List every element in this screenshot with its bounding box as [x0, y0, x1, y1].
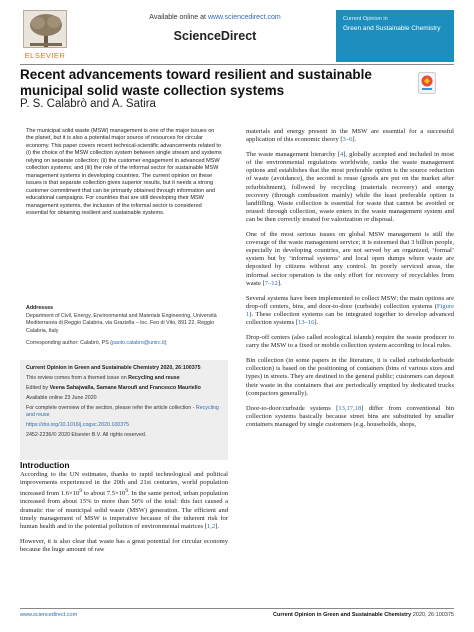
article-authors: P. S. Calabrò and A. Satira: [20, 98, 156, 110]
elsevier-wordmark: ELSEVIER: [24, 51, 66, 60]
info-overview-prefix: For complete overview of the section, please refer the article collection -: [26, 405, 196, 411]
intro-paragraph-2: However, it is also clear that waste has a great potential for circular economy because the huge amount of raw: [20, 537, 228, 553]
right-p3-b: ].: [277, 279, 282, 287]
sciencedirect-link[interactable]: www.sciencedirect.com: [207, 14, 281, 21]
available-prefix: Available online at: [149, 14, 208, 21]
abstract: The municipal solid waste (MSW) management is one of the major issues on the planet, but it is also a potential major source of resources for circular economy. This paper covers recent technical-scientific advancements related to (i) the choice of the MSW collection system between single stream and systems relying on separate collection; (ii) the customer engagement in advanced MSW collection systems; and (iii) the role of the informal sector for sustainable MSW management systems in developing countries. The current opinion on these issues is that separate collection gives superior results, but it needs a strong customer commitment that can be primarily obtained through information and educational campaigns. For countries that are still developing their MSW management systems, the inclusion of the informal sector is considered essential for obtaining resilient and sustainable systems.: [26, 128, 222, 216]
intro-p1-sup1: 9: [79, 488, 83, 495]
footer-issue: 2020, 26:100375: [411, 612, 454, 618]
citation-link[interactable]: 13–16: [298, 318, 315, 326]
sciencedirect-wordmark[interactable]: ScienceDirect: [173, 29, 257, 43]
info-theme-prefix: This review comes from a themed issue on: [26, 375, 129, 381]
intro-p1-b: to about 7.5×10: [82, 490, 126, 498]
right-paragraph-6: Bin collection (in some papers in the literature, it is called curbside/kerbside collection) is based on the positioning of containers (bins of various sizes and types) in streets. They are destined to the general public; customers can deposit their waste in the containers that are periodically emptied by dedicated trucks (compactors generally).: [246, 357, 454, 397]
affiliations: [26, 305, 226, 347]
address-text: Department of Civil, Energy, Environmental and Materials Engineering, Università Mediterranea di Reggio Calabria, via Graziella – loc. Feo di Vito, 891 22, Reggio Calabria, Italy: [26, 313, 217, 334]
collection-link[interactable]: Recycling and reuse: [26, 405, 219, 418]
addresses-heading: Addresses: [26, 305, 54, 311]
left-column-body: [20, 471, 228, 554]
journal-header: [20, 10, 454, 70]
intro-paragraph-1: [20, 471, 228, 531]
right-paragraph-2: [246, 151, 454, 224]
right-column-body: [246, 128, 454, 429]
journal-box-line1: Current Opinion in: [343, 16, 388, 22]
info-journal: Current Opinion in Green and Sustainable Chemistry 2020, 26:100375: [26, 365, 201, 371]
elsevier-tree-icon: [23, 10, 67, 48]
footer-journal: Current Opinion in Green and Sustainable Chemistry: [273, 612, 412, 618]
corresp-suffix: ): [164, 339, 167, 346]
info-doi: [26, 422, 222, 429]
right-p7-b: ] differ from conventional bin collection systems basically because street bins are substituted by smaller containers managed by single customers (e.g. households, shops,: [246, 404, 454, 428]
info-theme: [26, 375, 222, 382]
platform-heading: [110, 14, 320, 43]
citation-link[interactable]: 4: [339, 151, 344, 159]
journal-cover-box[interactable]: [336, 10, 454, 62]
right-p2-a: The waste management hierarchy [: [246, 151, 340, 159]
info-overview: [26, 405, 222, 419]
right-p4-a: Several systems have been implemented to collect MSW; the main options are drop-off centers, bins, and door-to-door (curbside) collection systems (: [246, 294, 454, 310]
right-p3-a: One of the most serious issues on global MSW management is still the coverage of the waste management service; it is esteemed that 3 billion people, especially in developing countries, are not served by an organized, ‘formal’ system but by ‘informal systems’ and local open dumps where waste are deposited by citizens without any control. In poorly serviced areas, the informal sector operation is the only effort for recovery of recyclables from waste [: [246, 231, 454, 287]
citation-link[interactable]: 7–12: [264, 279, 278, 287]
author-email-link[interactable]: paolo.calabro@unirc.it: [111, 339, 165, 346]
right-p7-a: Door-to-door/curbside systems [: [246, 404, 339, 412]
introduction-heading: Introduction: [20, 460, 70, 470]
right-p2-b: ], globally accepted and included in most of the environmental regulations worldwide, ranks the waste management options and establishes that the most preferable option is the source reduction of waste (avoidance), the second is reuse (goods are put on the market after refurbishment), followed by recycling (materials recovery) and energy recovery (through combustion mainly) while the least preferable option is landfilling. Waste collection is essential for waste that cannot be avoided or reused: through collection, waste enters in the waste management system and can be then correctly treated for valorization or disposal.: [246, 151, 454, 223]
corresponding-author: [26, 340, 226, 347]
intro-p1-sup2: 9: [125, 488, 128, 495]
footer-journal-info: [273, 612, 454, 618]
info-editors: [26, 385, 222, 392]
right-paragraph-1: [246, 128, 454, 144]
info-available: Available online 23 June 2020: [26, 395, 97, 401]
right-p1-b: ].: [352, 136, 357, 144]
article-info-box: [20, 360, 228, 460]
citation-link[interactable]: 3–6: [342, 136, 353, 144]
right-paragraph-3: [246, 231, 454, 288]
figure-link[interactable]: Figure 1: [246, 302, 454, 318]
citation-link[interactable]: 13,17,18: [338, 404, 362, 412]
corresp-prefix: Corresponding author: Calabrò, PS (: [26, 339, 112, 346]
available-online-line: [110, 14, 320, 21]
journal-box-line2: Green and Sustainable Chemistry: [343, 25, 441, 32]
right-paragraph-7: [246, 405, 454, 429]
info-editor-names: Veena Sahajwalla, Samane Maroufi and Francesco Mauriello: [49, 385, 201, 391]
info-edited-prefix: Edited by: [26, 385, 50, 391]
right-p4-b: ). These collection systems can be integrated together to develop advanced collection systems [: [246, 310, 454, 326]
footer-site-link[interactable]: www.sciencedirect.com: [20, 612, 78, 618]
intro-p1-a: According to the UN estimates, thanks to rapid technological and political improvements experienced in the 20th and 21st centuries, world population increased from 1.6×10: [20, 471, 228, 498]
header-divider: [20, 64, 454, 65]
footer-divider: [20, 608, 454, 609]
right-paragraph-4: [246, 295, 454, 327]
right-paragraph-5: Drop-off centers (also called ecological islands) require the waste producer to carry the MSW to a fixed or mobile collection system according to local rules.: [246, 334, 454, 350]
doi-link[interactable]: https://doi.org/10.1016/j.cogsc.2020.100375: [26, 422, 130, 428]
intro-p1-d: ].: [215, 522, 219, 530]
intro-p1-c: . In the same period, urban population increased from about 15% to more than 50% of the total: this fact caused a dramatic rise of municipal solid waste (MSW) generation. The efficient and timely management of MSW is imperative because of the inherent risk for human health and to the potential pollution of environmental matrices [: [20, 490, 229, 530]
elsevier-logo[interactable]: [20, 10, 70, 62]
info-copyright: 2452-2236/© 2020 Elsevier B.V. All rights reserved.: [26, 432, 147, 438]
right-p1-a: materials and energy present in the MSW are essential for a successful application of this economic theory [: [246, 128, 454, 144]
crossmark-icon[interactable]: [418, 72, 436, 94]
article-title: Recent advancements toward resilient and sustainable municipal solid waste collection systems: [20, 67, 372, 98]
right-p4-c: ].: [314, 318, 319, 326]
info-theme-name: Recycling and reuse: [128, 375, 180, 381]
citation-link[interactable]: 1,2: [206, 522, 216, 530]
